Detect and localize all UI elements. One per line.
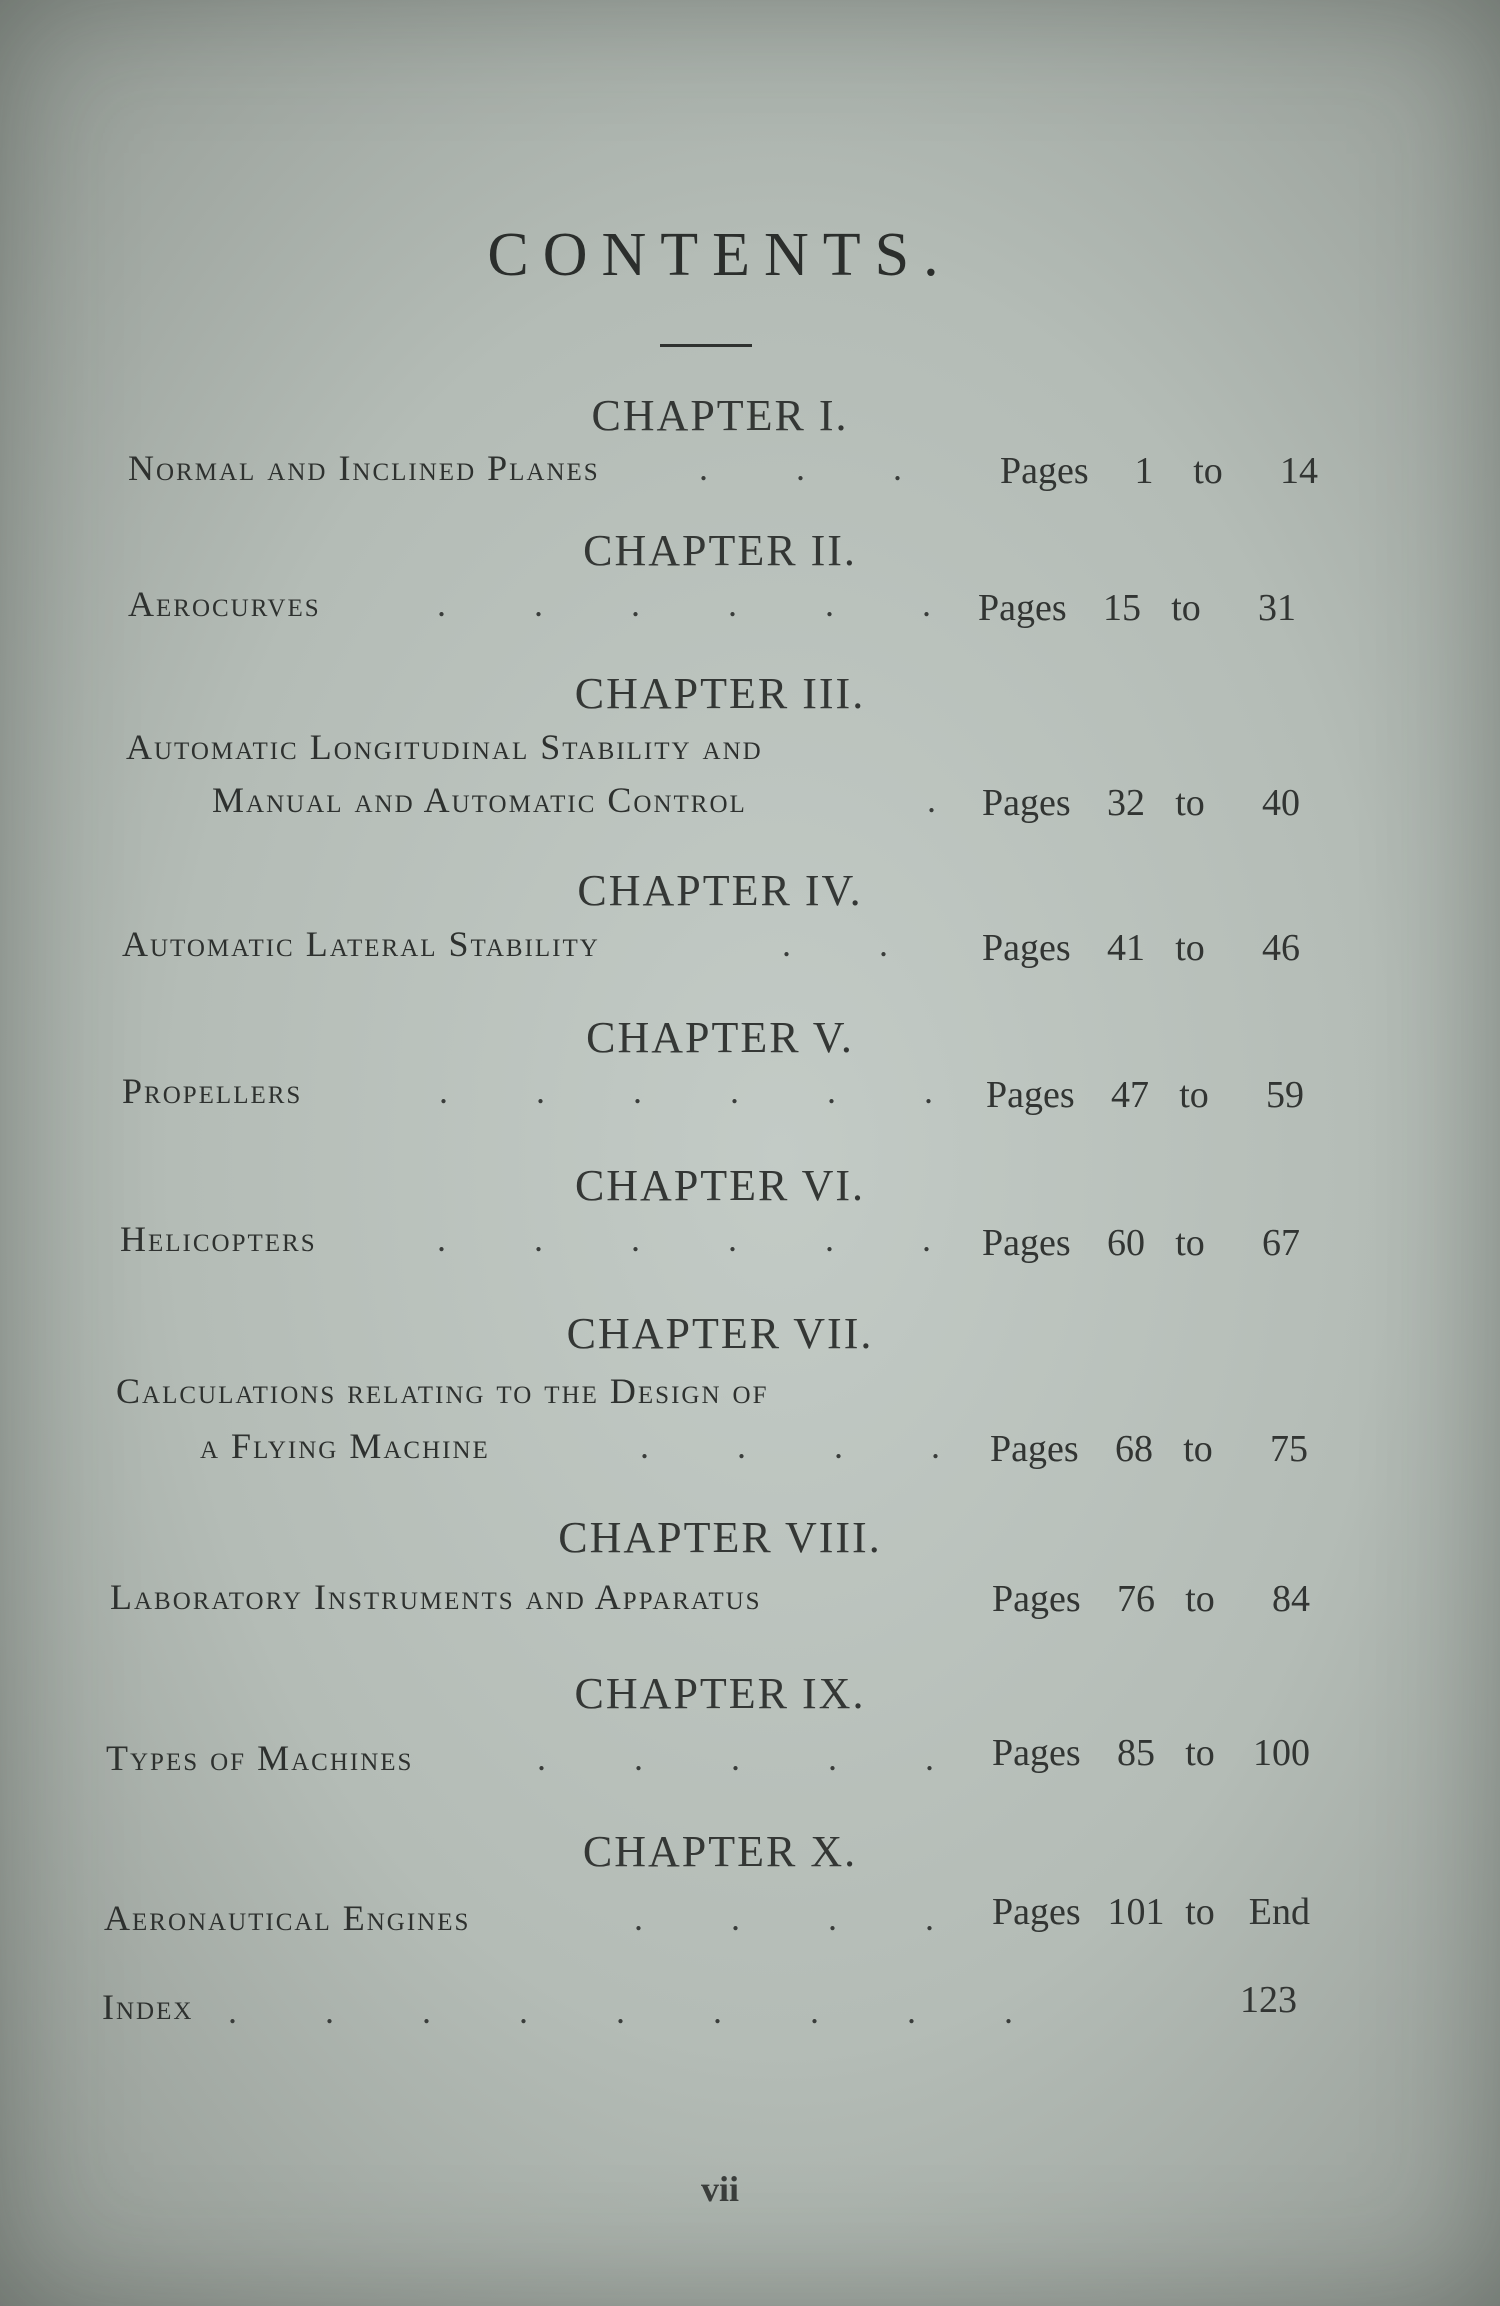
chapter-7-heading: CHAPTER VII. [566, 1309, 874, 1358]
chapter-7-leader: . . . . [640, 1426, 940, 1466]
index-label: Index [102, 1987, 194, 2027]
chapter-5-pages: Pages 47 to 59 [986, 1074, 1304, 1116]
chapter-3-leader: . [927, 780, 936, 820]
chapter-4-leader: . . [782, 924, 888, 964]
chapter-1-title: Normal and Inclined Planes [128, 448, 600, 488]
chapter-6-leader: . . . . . . [437, 1219, 931, 1259]
chapter-2-title: Aerocurves [128, 584, 321, 624]
chapter-10-leader: . . . . [634, 1898, 934, 1938]
chapter-9-title: Types of Machines [106, 1738, 414, 1778]
chapter-7-title-line1: Calculations relating to the Design of [116, 1371, 769, 1411]
chapter-3-title-line2: Manual and Automatic Control [212, 780, 747, 820]
chapter-5-leader: . . . . . . [439, 1071, 933, 1111]
chapter-10-pages: Pages 101 to End [992, 1891, 1310, 1933]
index-page: 123 [1240, 1979, 1297, 2021]
chapter-9-leader: . . . . . [537, 1738, 934, 1778]
chapter-1-pages: Pages 1 to 14 [1000, 450, 1318, 492]
chapter-4-heading: CHAPTER IV. [577, 866, 863, 915]
chapter-6-pages: Pages 60 to 67 [982, 1222, 1300, 1264]
chapter-6-title: Helicopters [120, 1219, 317, 1259]
chapter-3-title-line1: Automatic Longitudinal Stability and [126, 727, 763, 767]
contents-title: CONTENTS. [487, 221, 953, 289]
chapter-4-title: Automatic Lateral Stability [122, 924, 600, 964]
chapter-7-pages: Pages 68 to 75 [990, 1428, 1308, 1470]
title-rule [660, 344, 752, 347]
chapter-9-heading: CHAPTER IX. [574, 1669, 866, 1718]
chapter-2-heading: CHAPTER II. [583, 526, 857, 575]
page-folio: vii [700, 2169, 739, 2209]
chapter-3-pages: Pages 32 to 40 [982, 782, 1300, 824]
chapter-7-title-line2: a Flying Machine [200, 1426, 490, 1466]
chapter-8-heading: CHAPTER VIII. [558, 1513, 882, 1562]
chapter-8-title: Laboratory Instruments and Apparatus [110, 1577, 762, 1617]
chapter-4-pages: Pages 41 to 46 [982, 927, 1300, 969]
chapter-3-heading: CHAPTER III. [574, 669, 866, 718]
chapter-10-heading: CHAPTER X. [582, 1827, 858, 1876]
index-leader: . . . . . . . . . [228, 1991, 1013, 2031]
chapter-5-title: Propellers [122, 1071, 303, 1111]
chapter-8-pages: Pages 76 to 84 [992, 1578, 1310, 1620]
chapter-2-pages: Pages 15 to 31 [978, 587, 1296, 629]
chapter-1-leader: . . . [699, 448, 902, 488]
chapter-6-heading: CHAPTER VI. [574, 1161, 866, 1210]
chapter-2-leader: . . . . . . [437, 584, 931, 624]
chapter-9-pages: Pages 85 to 100 [992, 1732, 1310, 1774]
chapter-1-heading: CHAPTER I. [591, 391, 849, 440]
chapter-5-heading: CHAPTER V. [586, 1013, 854, 1062]
chapter-10-title: Aeronautical Engines [104, 1898, 471, 1938]
